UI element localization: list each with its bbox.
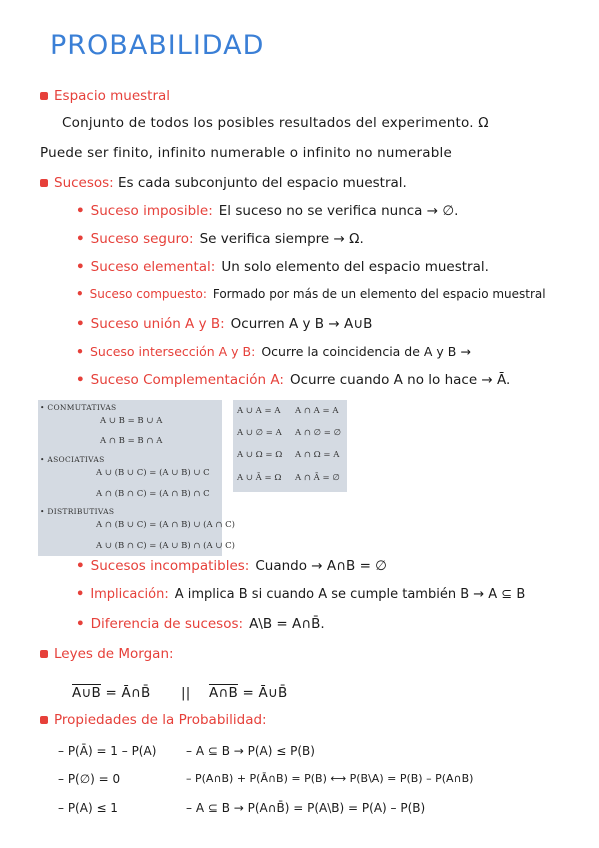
- list-item: [76, 587, 525, 602]
- formula: A ∩ Ω = A: [295, 450, 340, 460]
- bullet-dot-icon: •: [76, 558, 85, 574]
- bullet-dot-icon: •: [76, 344, 84, 359]
- item-label: Suceso elemental:: [90, 259, 216, 275]
- property-line: – P(A) ≤ 1: [58, 801, 118, 815]
- list-item: [76, 344, 471, 359]
- bullet-dot-icon: •: [76, 616, 85, 632]
- bullet-dot-icon: •: [76, 259, 85, 275]
- section-heading: Sucesos:: [54, 175, 114, 191]
- list-item: [76, 616, 325, 632]
- properties-box-right: [233, 400, 347, 492]
- item-label: Suceso compuesto:: [89, 287, 207, 301]
- bullet-dot-icon: •: [76, 316, 85, 332]
- item-text: A\B = A∩B̄.: [249, 616, 325, 632]
- item-text: Se verifica siempre → Ω.: [199, 231, 364, 247]
- bullet-dot-icon: •: [76, 372, 85, 388]
- property-line: – P(A∩B) + P(Ā∩B) = P(B) ⟷ P(B\A) = P(B) – P(A∩B): [186, 772, 474, 785]
- formula-rhs: = Ā∩B̄: [105, 685, 151, 701]
- item-text: El suceso no se verifica nunca → ∅.: [218, 203, 459, 219]
- properties-box-left: [38, 400, 235, 556]
- page-title: PROBABILIDAD: [50, 30, 265, 61]
- bullet-square-icon: [40, 179, 48, 187]
- formula: A ∪ Ā = Ω: [237, 473, 282, 483]
- formula: A ∪ A = A: [237, 406, 281, 416]
- item-text: Un solo elemento del espacio muestral.: [221, 259, 489, 275]
- item-text: Cuando → A∩B = ∅: [255, 558, 387, 574]
- box-heading: • ASOCIATIVAS: [40, 455, 105, 464]
- definition-line: Conjunto de todos los posibles resultados del experimento. Ω: [62, 115, 489, 131]
- property-line: – A ⊆ B → P(A∩B̄) = P(A\B) = P(A) – P(B): [186, 801, 426, 815]
- box-heading: • DISTRIBUTIVAS: [40, 507, 115, 516]
- formula-lhs: A∪B: [72, 685, 101, 701]
- formula: A ∩ (B ∪ C) = (A ∩ B) ∪ (A ∩ C): [96, 520, 235, 530]
- formula-rhs: = Ā∪B̄: [242, 685, 288, 701]
- formula-separator: ||: [180, 685, 191, 701]
- item-label: Suceso Complementación A:: [90, 372, 284, 388]
- section-leyes-morgan: [40, 646, 174, 662]
- item-text: Ocurre la coincidencia de A y B →: [261, 344, 471, 359]
- item-label: Suceso intersección A y B:: [90, 344, 256, 359]
- morgan-formulas: [72, 685, 287, 701]
- definition-line: Puede ser finito, infinito numerable o infinito no numerable: [40, 145, 452, 161]
- formula: A ∩ B = B ∩ A: [100, 436, 163, 446]
- list-item: [76, 316, 372, 332]
- section-heading-text: Es cada subconjunto del espacio muestral.: [118, 175, 407, 191]
- item-label: Suceso seguro:: [90, 231, 194, 247]
- section-heading: Espacio muestral: [54, 88, 171, 104]
- formula: A ∩ A = A: [295, 406, 339, 416]
- formula: A ∩ (B ∩ C) = (A ∩ B) ∩ C: [96, 489, 210, 499]
- section-sucesos: [40, 175, 407, 191]
- formula: A ∩ Ā = ∅: [295, 473, 340, 483]
- item-label: Sucesos incompatibles:: [90, 558, 250, 574]
- formula: A ∪ Ω = Ω: [237, 450, 283, 460]
- formula-lhs: A∩B: [208, 685, 238, 701]
- bullet-square-icon: [40, 650, 48, 658]
- item-text: Formado por más de un elemento del espacio muestral: [212, 287, 546, 301]
- formula: A ∪ (B ∩ C) = (A ∪ B) ∩ (A ∪ C): [96, 541, 235, 551]
- item-text: A implica B si cuando A se cumple también B → A ⊆ B: [174, 587, 526, 602]
- box-heading: • CONMUTATIVAS: [40, 403, 117, 412]
- list-item: [76, 259, 489, 275]
- list-item: [76, 203, 458, 219]
- list-item: [76, 372, 510, 388]
- item-text: Ocurren A y B → A∪B: [230, 316, 373, 332]
- list-item: [76, 231, 364, 247]
- bullet-dot-icon: •: [76, 587, 85, 602]
- bullet-square-icon: [40, 716, 48, 724]
- property-line: – P(Ā) = 1 – P(A): [58, 744, 157, 758]
- list-item: [76, 558, 387, 574]
- section-propiedades: [40, 712, 267, 728]
- section-espacio-muestral: [40, 88, 170, 104]
- section-heading: Propiedades de la Probabilidad:: [54, 712, 267, 728]
- bullet-dot-icon: •: [76, 287, 84, 301]
- list-item: [76, 287, 546, 301]
- section-heading: Leyes de Morgan:: [54, 646, 174, 662]
- property-line: – A ⊆ B → P(A) ≤ P(B): [186, 744, 315, 758]
- bullet-square-icon: [40, 92, 48, 100]
- item-label: Suceso unión A y B:: [90, 316, 225, 332]
- property-line: – P(∅) = 0: [58, 772, 121, 786]
- item-text: Ocurre cuando A no lo hace → Ā.: [289, 372, 511, 388]
- bullet-dot-icon: •: [76, 231, 85, 247]
- formula: A ∪ B = B ∪ A: [100, 416, 163, 426]
- formula: A ∩ ∅ = ∅: [295, 428, 341, 438]
- formula: A ∪ (B ∪ C) = (A ∪ B) ∪ C: [96, 468, 210, 478]
- item-label: Diferencia de sucesos:: [90, 616, 244, 632]
- item-label: Implicación:: [90, 587, 169, 602]
- item-label: Suceso imposible:: [90, 203, 213, 219]
- bullet-dot-icon: •: [76, 203, 85, 219]
- formula: A ∪ ∅ = A: [237, 428, 282, 438]
